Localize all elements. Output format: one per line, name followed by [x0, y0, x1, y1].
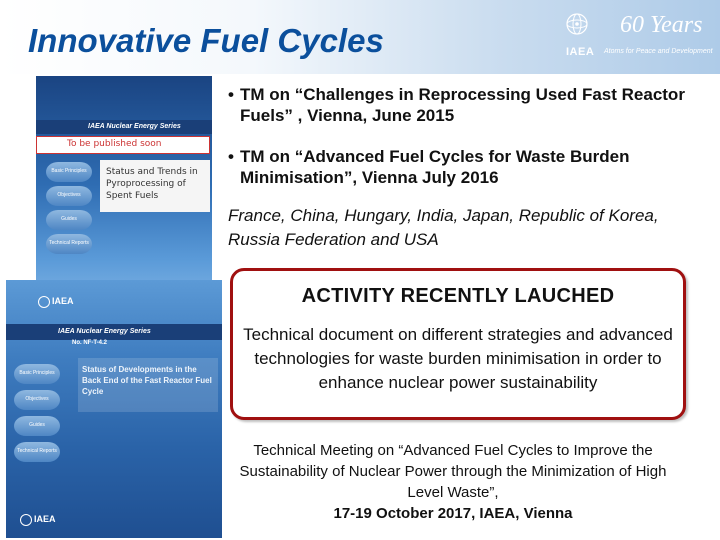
bullet-text: TM on “Challenges in Reprocessing Used Fast Reactor Fuels” , Vienna, June 2015	[240, 85, 685, 125]
bullet-tm-2015	[228, 84, 708, 126]
iaea-emblem-icon	[38, 296, 50, 308]
report-cover-fast-reactor	[6, 280, 222, 538]
iaea-emblem-icon	[564, 12, 590, 36]
cover-series-title: IAEA Nuclear Energy Series	[58, 328, 151, 335]
slide-header	[0, 0, 720, 74]
cover-title-box	[78, 358, 218, 412]
logo-60-years: 60 Years	[620, 12, 703, 38]
bullet-dot: •	[228, 147, 234, 166]
cover-series-title: IAEA Nuclear Energy Series	[88, 123, 181, 130]
cover-report-title: Status and Trends in Pyroprocessing of Spent Fuels	[106, 167, 198, 201]
cover-report-title: Status of Developments in the Back End of the Fast Reactor Fuel Cycle	[82, 365, 212, 396]
cover-footer-logo: IAEA	[34, 514, 56, 524]
published-soon-label: To be published soon	[67, 139, 162, 149]
bullet-tm-2016	[228, 146, 708, 188]
cover-title-box	[100, 160, 210, 212]
cover-pill-reports: Technical Reports	[14, 442, 60, 462]
cover-pill-objectives: Objectives	[46, 186, 92, 206]
cover-series-band	[36, 120, 212, 134]
cover-pill-guides: Guides	[14, 416, 60, 436]
slide-title: Innovative Fuel Cycles	[28, 22, 384, 59]
activity-title: ACTIVITY RECENTLY LAUCHED	[301, 285, 615, 307]
meeting-date: 17-19 October 2017, IAEA, Vienna	[333, 505, 573, 522]
iaea-emblem-icon	[20, 514, 32, 526]
cover-pill-guides: Guides	[46, 210, 92, 230]
cover-report-number: No. NF-T-4.2	[72, 340, 108, 346]
logo-abbreviation: IAEA	[566, 46, 595, 58]
cover-pill-reports: Technical Reports	[46, 234, 92, 254]
cover-iaea-logo: IAEA	[52, 296, 74, 306]
technical-meeting-note	[226, 440, 680, 524]
participating-countries: France, China, Hungary, India, Japan, Republic of Korea, Russia Federation and USA	[228, 206, 659, 249]
bullet-dot: •	[228, 85, 234, 104]
cover-pill-principles: Basic Principles	[14, 364, 60, 384]
activity-callout	[230, 268, 686, 420]
cover-series-band	[6, 324, 222, 340]
meeting-text: Technical Meeting on “Advanced Fuel Cycles to Improve the Sustainability of Nuclear Power through the Minimization of High Level Waste”,	[239, 442, 667, 501]
published-soon-banner	[36, 136, 210, 154]
bullet-text: TM on “Advanced Fuel Cycles for Waste Burden Minimisation”, Vienna July 2016	[240, 147, 630, 187]
activity-description: Technical document on different strategies and advanced technologies for waste burden minimisation in order to enhance nuclear power sustainability	[243, 325, 673, 392]
iaea-60-years-logo	[556, 8, 716, 64]
cover-pill-objectives: Objectives	[14, 390, 60, 410]
cover-pill-principles: Basic Principles	[46, 162, 92, 182]
logo-tagline: Atoms for Peace and Development	[604, 48, 713, 55]
